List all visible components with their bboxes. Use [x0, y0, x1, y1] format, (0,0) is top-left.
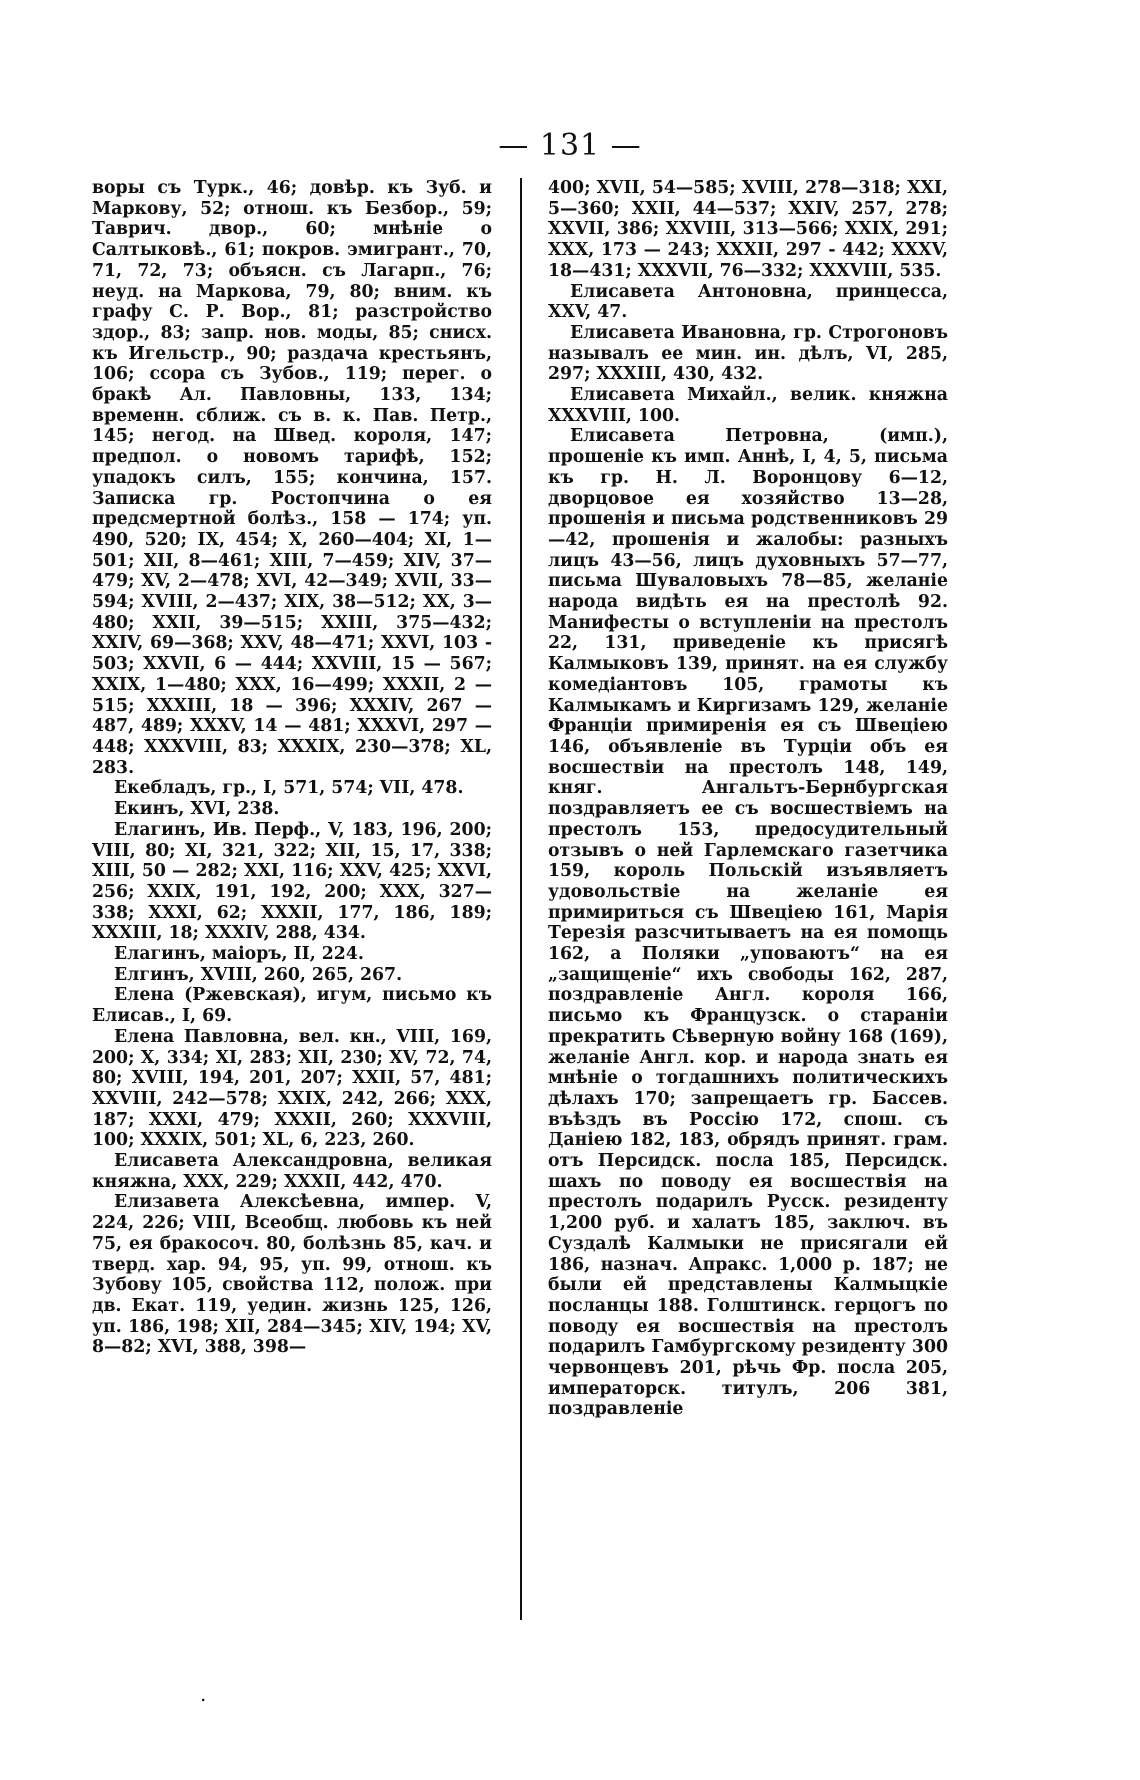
index-entry: Елагинъ, Ив. Перф., V, 183, 196, 200; VIII, 80; XI, 321, 322; XII, 15, 17, 338; XIII, 50 — 282; XXI, 116; XXV, 425; XXVI, 256; XXIX, 191, 192, 200; XXX, 327—338; XXXI, 62; XXXII, 177, 186, 189; XXXIII, 18; XXXIV, 288, 434. — [92, 819, 492, 944]
index-entry: Елгинъ, XVIII, 260, 265, 267. — [114, 964, 403, 985]
index-entry: 400; XVII, 54—585; XVIII, 278—318; XXI, 5—360; XXII, 44—537; XXIV, 257, 278; XXVII, 386; XXVIII, 313—566; XXIX, 291; XXX, 173 — 243; XXXII, 297 - 442; XXXV, 18—431; XXXVII, 76—332; XXXVIII, 535. — [548, 178, 948, 281]
index-entry: Екинъ, XVI, 238. — [114, 799, 280, 820]
index-entry: Елисавета Михайл., велик. княжна XXXVIII, 100. — [548, 385, 948, 426]
index-entry: Елисавета Петровна, (имп.), прошеніе къ имп. Аннѣ, I, 4, 5, письма къ гр. Н. Л. Воронцову 6—12, дворцовое ея хозяйство 13—28, прошенія и письма родственниковъ 29—42, прошенія и жалобы: разныхъ лицъ 43—56, лицъ духовныхъ 57—77, письма Шуваловыхъ 78—85, желаніе народа видѣть ея на престолѣ 92. Манифесты о вступленіи на престолъ 22, 131, приведеніе къ присягѣ Калмыковъ 139, принят. на ея службу комедіантовъ 105, грамоты къ Калмыкамъ и Киргизамъ 129, желаніе Франціи примиренія ея съ Швеціею 146, объявленіе въ Турціи объ ея восшествіи на престолъ 148, 149, княг. Ангальтъ-Бернбургская поздравляетъ ее съ восшествіемъ на престолъ 153, предосудительный отзывъ о ней Гарлемскаго газетчика 159, король Польскій изъявляетъ удовольствіе на желаніе ея примириться съ Швеціею 161, Марія Терезія разсчитываетъ на ея помощь 162, а Поляки „уповаютъ“ на ея „защищеніе“ ихъ свободы 162, 287, поздравленіе Англ. короля 166, письмо къ Французск. о стараніи прекратить Сѣверную войну 168 (169), желаніе Англ. кор. и народа знать ея мнѣніе о тогдашнихъ политическихъ дѣлахъ 170; запрещаетъ гр. Бассев. въѣздъ въ Россію 172, спош. съ Даніею 182, 183, обрядъ принят. грам. отъ Персидск. посла 185, Персидск. шахъ по поводу ея восшествія на престолъ подарилъ Русск. резиденту 1,200 руб. и халатъ 185, заключ. въ Суздалѣ Калмыки не присягали ей 186, назнач. Апракс. 1,000 р. 187; не были ей представлены Калмыцкіе посланцы 188. Голштинск. герцогъ по поводу ея восшествія на престолъ подарилъ Гамбургскому резиденту 300 червонцевъ 201, рѣчь Фр. посла 205, императорск. титулъ, 206 381, поздравленіе — [548, 426, 948, 1420]
page-number: — 131 — — [498, 128, 642, 163]
index-entry: Елисавета Ивановна, гр. Строгоновъ называлъ ее мин. ин. дѣлъ, VI, 285, 297; XXXIII, 430, 432. — [548, 322, 948, 385]
index-entry: Екебладъ, гр., I, 571, 574; VII, 478. — [114, 778, 464, 799]
index-entry: Елисавета Александровна, великая княжна, XXX, 229; XXXII, 442, 470. — [92, 1151, 492, 1192]
index-entry: Елизавета Алексѣевна, импер. V, 224, 226; VIII, Всеобщ. любовь къ ней 75, ея бракосоч. 80, болѣзнь 85, кач. и тверд. хар. 94, 95, уп. 99, отнош. къ Зубову 105, свойства 112, полож. при дв. Екат. 119, уедин. жизнь 125, 126, уп. 186, 198; XII, 284—345; XIV, 194; XV, 8—82; XVI, 388, 398— — [92, 1192, 492, 1358]
left-column — [92, 178, 492, 1358]
index-entry: Елагинъ, маіоръ, II, 224. — [114, 944, 364, 965]
index-entry: Елисавета Антоновна, принцесса, XXV, 47. — [548, 281, 948, 323]
index-entry: Елена Павловна, вел. кн., VIII, 169, 200; X, 334; XI, 283; XII, 230; XV, 72, 74, 80; XVIII, 194, 201, 207; XXII, 57, 481; XXVIII, 242—578; XXIX, 242, 266; XXX, 187; XXXI, 479; XXXII, 260; XXXVIII, 100; XXXIX, 501; XL, 6, 223, 260. — [92, 1026, 492, 1151]
right-column — [548, 178, 948, 1420]
stray-mark: . — [200, 1682, 207, 1706]
index-entry: воры съ Турк., 46; довѣр. къ Зуб. и Маркову, 52; отнош. къ Безбор., 59; Таврич. двор., 60; мнѣніе о Салтыковѣ., 61; покров. эмигрант., 70, 71, 72, 73; объясн. съ Лагарп., 76; неуд. на Маркова, 79, 80; вним. къ графу С. Р. Вор., 81; разстройство здор., 83; запр. нов. моды, 85; снисх. къ Игельстр., 90; раздача крестьянъ, 106; ссора съ Зубов., 119; перег. о бракѣ Ал. Павловны, 133, 134; временн. сближ. съ в. к. Пав. Петр., 145; негод. на Швед. короля, 147; предпол. о новомъ тарифѣ, 152; упадокъ силъ, 155; кончина, 157. Записка гр. Ростопчина о ея предсмертной болѣз., 158 — 174; уп. 490, 520; IX, 454; X, 260—404; XI, 1—501; XII, 8—461; XIII, 7—459; XIV, 37—479; XV, 2—478; XVI, 42—349; XVII, 33—594; XVIII, 2—437; XIX, 38—512; XX, 3—480; XXII, 39—515; XXIII, 375—432; XXIV, 69—368; XXV, 48—471; XXVI, 103 - 503; XXVII, 6 — 444; XXVIII, 15 — 567; XXIX, 1—480; XXX, 16—499; XXXII, 2 — 515; XXXIII, 18 — 396; XXXIV, 267 — 487, 489; XXXV, 14 — 481; XXXVI, 297 — 448; XXXVIII, 83; XXXIX, 230—378; XL, 283. — [92, 178, 492, 778]
column-divider — [520, 178, 522, 1620]
index-entry: Елена (Ржевская), игум, письмо къ Елисав., I, 69. — [92, 985, 492, 1027]
